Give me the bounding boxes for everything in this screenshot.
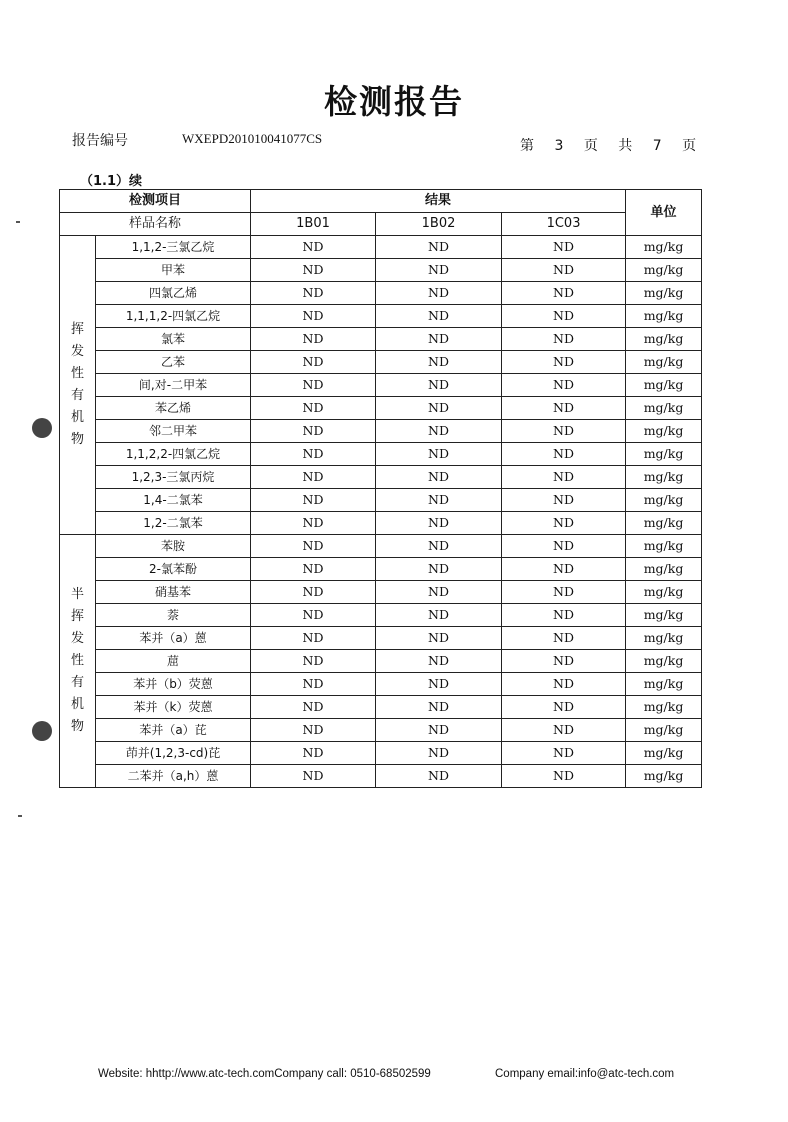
document-title: 检测报告 — [324, 82, 464, 121]
result-value: ND — [251, 466, 376, 489]
header-result: 结果 — [251, 190, 626, 213]
item-name: 苯乙烯 — [96, 397, 251, 420]
table-row — [60, 466, 702, 489]
result-value: ND — [502, 443, 626, 466]
result-value: ND — [376, 650, 502, 673]
group-label-char: 发 — [70, 344, 84, 359]
item-name: 苯并（a）芘 — [96, 719, 251, 742]
table-row — [60, 627, 702, 650]
unit-value: mg/kg — [626, 719, 702, 742]
header-sample: 样品名称 — [60, 213, 251, 236]
result-value: ND — [502, 512, 626, 535]
result-value: ND — [251, 535, 376, 558]
report-number-label: 报告编号 — [72, 133, 128, 149]
result-value: ND — [502, 719, 626, 742]
result-value: ND — [251, 742, 376, 765]
group-label-char: 机 — [70, 697, 84, 712]
unit-value: mg/kg — [626, 581, 702, 604]
edge-mark — [18, 815, 22, 817]
item-name: 茚并(1,2,3-cd)芘 — [96, 742, 251, 765]
result-value: ND — [251, 282, 376, 305]
unit-value: mg/kg — [626, 374, 702, 397]
report-number: WXEPD201010041077CS — [182, 131, 323, 146]
table-row — [60, 604, 702, 627]
page-word: 页 — [583, 138, 598, 154]
result-value: ND — [376, 558, 502, 581]
result-value: ND — [502, 558, 626, 581]
header-unit: 单位 — [626, 190, 702, 236]
item-name: 苯并（a）蒽 — [96, 627, 251, 650]
table-row — [60, 328, 702, 351]
item-name: 2-氯苯酚 — [96, 558, 251, 581]
item-name: 间,对-二甲苯 — [96, 374, 251, 397]
table-header-row — [60, 190, 702, 213]
group-label-char: 有 — [70, 675, 84, 690]
result-value: ND — [251, 581, 376, 604]
result-value: ND — [251, 512, 376, 535]
group-label-char: 物 — [70, 719, 84, 734]
result-value: ND — [376, 696, 502, 719]
result-value: ND — [376, 443, 502, 466]
result-value: ND — [376, 374, 502, 397]
section-label: （1.1）续 — [80, 174, 143, 189]
unit-value: mg/kg — [626, 305, 702, 328]
results-table — [59, 189, 702, 788]
result-value: ND — [376, 397, 502, 420]
result-value: ND — [376, 719, 502, 742]
item-name: 苯并（k）荧蒽 — [96, 696, 251, 719]
result-value: ND — [502, 236, 626, 259]
item-name: 1,1,2,2-四氯乙烷 — [96, 443, 251, 466]
punch-hole — [32, 721, 52, 741]
result-value: ND — [376, 466, 502, 489]
result-value: ND — [251, 627, 376, 650]
result-value: ND — [376, 765, 502, 788]
group-label-char: 性 — [70, 653, 84, 668]
result-value: ND — [251, 673, 376, 696]
table-row — [60, 397, 702, 420]
table-row — [60, 443, 702, 466]
header-item: 检测项目 — [60, 190, 251, 213]
result-value: ND — [376, 742, 502, 765]
sample-1b01: 1B01 — [251, 213, 376, 236]
table-row — [60, 558, 702, 581]
unit-value: mg/kg — [626, 236, 702, 259]
page-prefix: 第 — [520, 138, 534, 154]
results-table-body — [60, 190, 702, 788]
page-current: 3 — [554, 138, 564, 154]
item-name: 䓛 — [96, 650, 251, 673]
table-row — [60, 351, 702, 374]
item-name: 邻二甲苯 — [96, 420, 251, 443]
result-value: ND — [502, 305, 626, 328]
item-name: 萘 — [96, 604, 251, 627]
unit-value: mg/kg — [626, 512, 702, 535]
result-value: ND — [502, 627, 626, 650]
result-value: ND — [376, 328, 502, 351]
result-value: ND — [502, 282, 626, 305]
result-value: ND — [251, 305, 376, 328]
result-value: ND — [502, 696, 626, 719]
result-value: ND — [251, 259, 376, 282]
result-value: ND — [502, 328, 626, 351]
unit-value: mg/kg — [626, 765, 702, 788]
page-suffix: 页 — [682, 138, 697, 154]
table-sample-row — [60, 213, 702, 236]
table-row — [60, 650, 702, 673]
result-value: ND — [251, 719, 376, 742]
result-value: ND — [376, 604, 502, 627]
unit-value: mg/kg — [626, 282, 702, 305]
result-value: ND — [251, 328, 376, 351]
result-value: ND — [251, 374, 376, 397]
item-name: 甲苯 — [96, 259, 251, 282]
item-name: 氯苯 — [96, 328, 251, 351]
table-row — [60, 719, 702, 742]
unit-value: mg/kg — [626, 443, 702, 466]
unit-value: mg/kg — [626, 466, 702, 489]
unit-value: mg/kg — [626, 351, 702, 374]
result-value: ND — [502, 374, 626, 397]
result-value: ND — [502, 397, 626, 420]
group-label-char: 性 — [70, 366, 84, 381]
group-label-char: 有 — [70, 388, 84, 403]
result-value: ND — [376, 420, 502, 443]
table-row — [60, 512, 702, 535]
unit-value: mg/kg — [626, 673, 702, 696]
result-value: ND — [502, 581, 626, 604]
page-total: 7 — [652, 138, 662, 154]
table-row — [60, 489, 702, 512]
table-row — [60, 374, 702, 397]
item-name: 1,1,1,2-四氯乙烷 — [96, 305, 251, 328]
result-value: ND — [376, 282, 502, 305]
item-name: 1,1,2-三氯乙烷 — [96, 236, 251, 259]
table-row — [60, 259, 702, 282]
unit-value: mg/kg — [626, 535, 702, 558]
table-row — [60, 535, 702, 558]
result-value: ND — [502, 466, 626, 489]
item-name: 苯胺 — [96, 535, 251, 558]
group-label-char: 发 — [70, 631, 84, 646]
result-value: ND — [251, 696, 376, 719]
unit-value: mg/kg — [626, 604, 702, 627]
result-value: ND — [251, 558, 376, 581]
table-row — [60, 236, 702, 259]
result-value: ND — [502, 604, 626, 627]
unit-value: mg/kg — [626, 259, 702, 282]
result-value: ND — [502, 650, 626, 673]
unit-value: mg/kg — [626, 742, 702, 765]
result-value: ND — [502, 259, 626, 282]
result-value: ND — [502, 489, 626, 512]
group-label-char: 挥 — [70, 322, 84, 337]
unit-value: mg/kg — [626, 627, 702, 650]
result-value: ND — [251, 650, 376, 673]
result-value: ND — [376, 673, 502, 696]
edge-mark — [16, 221, 20, 223]
result-value: ND — [251, 443, 376, 466]
item-name: 1,4-二氯苯 — [96, 489, 251, 512]
result-value: ND — [376, 489, 502, 512]
result-value: ND — [376, 535, 502, 558]
result-value: ND — [251, 420, 376, 443]
group-label-char: 机 — [70, 410, 84, 425]
group-label — [60, 236, 96, 535]
result-value: ND — [376, 512, 502, 535]
table-row — [60, 282, 702, 305]
result-value: ND — [376, 351, 502, 374]
table-row — [60, 420, 702, 443]
result-value: ND — [376, 259, 502, 282]
result-value: ND — [502, 420, 626, 443]
sample-1c03: 1C03 — [502, 213, 626, 236]
result-value: ND — [502, 351, 626, 374]
item-name: 1,2,3-三氯丙烷 — [96, 466, 251, 489]
unit-value: mg/kg — [626, 328, 702, 351]
result-value: ND — [376, 581, 502, 604]
result-value: ND — [251, 351, 376, 374]
result-value: ND — [251, 397, 376, 420]
item-name: 乙苯 — [96, 351, 251, 374]
item-name: 1,2-二氯苯 — [96, 512, 251, 535]
page-indicator — [520, 135, 712, 155]
result-value: ND — [376, 627, 502, 650]
unit-value: mg/kg — [626, 650, 702, 673]
sample-1b02: 1B02 — [376, 213, 502, 236]
result-value: ND — [502, 742, 626, 765]
result-value: ND — [251, 765, 376, 788]
table-row — [60, 696, 702, 719]
footer-email: Company email:info@atc-tech.com — [495, 1068, 675, 1080]
group-label-char: 挥 — [70, 609, 84, 624]
punch-hole — [32, 418, 52, 438]
unit-value: mg/kg — [626, 489, 702, 512]
item-name: 硝基苯 — [96, 581, 251, 604]
result-value: ND — [502, 673, 626, 696]
result-value: ND — [251, 236, 376, 259]
group-label — [60, 535, 96, 788]
group-label-char: 物 — [70, 432, 84, 447]
table-row — [60, 742, 702, 765]
unit-value: mg/kg — [626, 696, 702, 719]
item-name: 四氯乙烯 — [96, 282, 251, 305]
result-value: ND — [502, 765, 626, 788]
result-value: ND — [376, 236, 502, 259]
result-value: ND — [502, 535, 626, 558]
result-value: ND — [251, 489, 376, 512]
table-row — [60, 305, 702, 328]
unit-value: mg/kg — [626, 397, 702, 420]
group-label-char: 半 — [70, 587, 84, 602]
table-row — [60, 673, 702, 696]
result-value: ND — [376, 305, 502, 328]
page-total-word: 共 — [618, 138, 633, 154]
item-name: 二苯并（a,h）蒽 — [96, 765, 251, 788]
unit-value: mg/kg — [626, 420, 702, 443]
result-value: ND — [251, 604, 376, 627]
table-row — [60, 765, 702, 788]
table-row — [60, 581, 702, 604]
footer-website-phone: Website: hhttp://www.atc-tech.comCompany call: 0510-68502599 — [98, 1068, 431, 1080]
item-name: 苯并（b）荧蒽 — [96, 673, 251, 696]
unit-value: mg/kg — [626, 558, 702, 581]
